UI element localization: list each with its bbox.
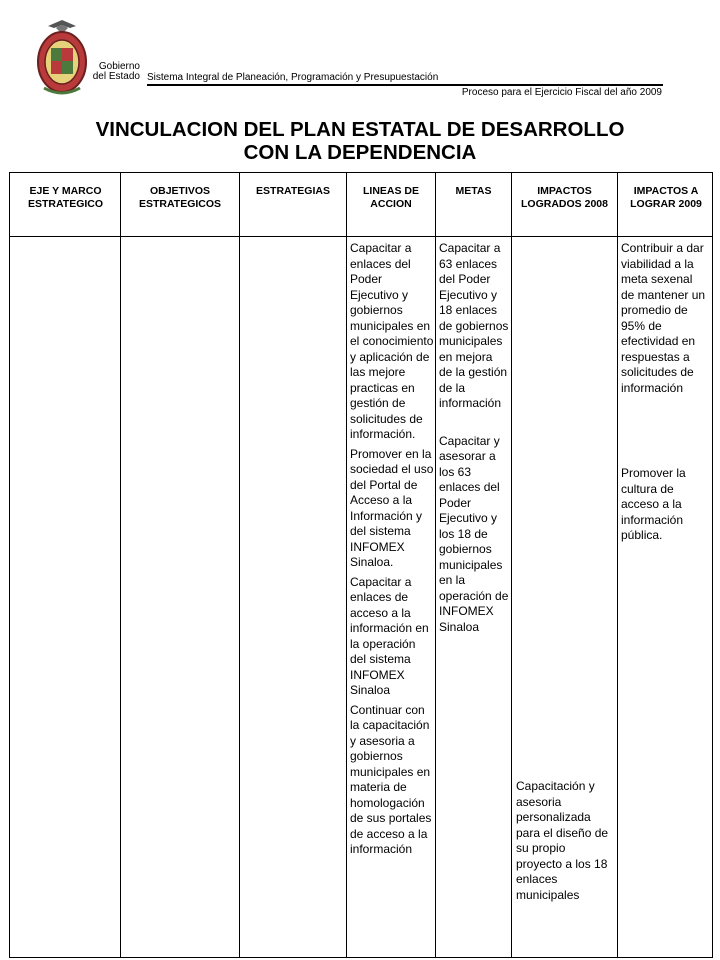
column-header-estrategias: ESTRATEGIAS xyxy=(256,185,330,197)
impactos-2009-cell xyxy=(621,241,707,548)
state-seal-icon xyxy=(34,18,90,96)
title-line1: VINCULACION DEL PLAN ESTATAL DE DESARROLLO xyxy=(95,118,625,141)
col-divider xyxy=(511,173,512,957)
col-divider xyxy=(617,173,618,957)
column-header-metas: METAS xyxy=(455,185,492,197)
gobierno-label xyxy=(90,62,140,82)
linea-de-accion-item: Capacitar a enlaces del Poder Ejecutivo y gobiernos municipales en el conocimiento y aplicación de las mejore practicas en gestión de solicitudes de información. xyxy=(350,241,434,441)
vinculacion-table xyxy=(9,172,713,958)
meta-item: Capacitar a 63 enlaces del Poder Ejecutivo y 18 enlaces de gobiernos municipales en mejora de la gestión de la información xyxy=(439,241,509,410)
column-header-eje: EJE Y MARCO ESTRATEGICO xyxy=(27,185,104,210)
column-header-lineas: LINEAS DE ACCION xyxy=(362,185,419,210)
column-header-impactos-2009: IMPACTOS A LOGRAR 2009 xyxy=(630,185,702,210)
page-title xyxy=(0,118,720,164)
impacto-2008-item: Capacitación y asesoria personalizada para el diseño de su propio proyecto a los 18 enlaces municipales xyxy=(516,779,609,902)
header-row-divider xyxy=(10,236,712,237)
meta-item: Capacitar y asesorar a los 63 enlaces del Poder Ejecutivo y los 18 de gobiernos municipales en la operación de INFOMEX Sinaloa xyxy=(439,433,509,634)
linea-de-accion-item: Capacitar a enlaces de acceso a la información en la operación del sistema INFOMEX Sinaloa xyxy=(350,574,429,697)
column-header-objetivos: OBJETIVOS ESTRATEGICOS xyxy=(138,185,222,210)
impactos-2008-cell xyxy=(516,779,612,907)
title-line2: CON LA DEPENDENCIA xyxy=(243,141,477,164)
lineas-de-accion-cell xyxy=(350,241,434,862)
col-divider xyxy=(239,173,240,957)
col-divider xyxy=(346,173,347,957)
gobierno-line2: del Estado xyxy=(92,71,140,82)
linea-de-accion-item: Promover en la sociedad el uso del Portal de Acceso a la Información y del sistema INFOMEX Sinaloa. xyxy=(350,446,434,569)
header-rule xyxy=(147,84,663,86)
column-header-impactos-2008: IMPACTOS LOGRADOS 2008 xyxy=(521,185,608,210)
process-label: Proceso para el Ejercicio Fiscal del año 2009 xyxy=(461,87,662,98)
col-divider xyxy=(435,173,436,957)
impacto-2009-item: Contribuir a dar viabilidad a la meta sexenal de mantener un promedio de 95% de efectividad en respuestas a solicitudes de información xyxy=(621,241,706,395)
impacto-2009-item: Promover la cultura de acceso a la información pública. xyxy=(621,466,686,542)
metas-cell xyxy=(439,241,509,639)
linea-de-accion-item: Continuar con la capacitación y asesoria a gobiernos municipales en materia de homologación de sus portales de acceso a la información xyxy=(350,702,432,856)
document-header xyxy=(0,0,720,112)
gobierno-line1: Gobierno xyxy=(98,61,140,72)
col-divider xyxy=(120,173,121,957)
system-name: Sistema Integral de Planeación, Programación y Presupuestación xyxy=(147,72,439,83)
